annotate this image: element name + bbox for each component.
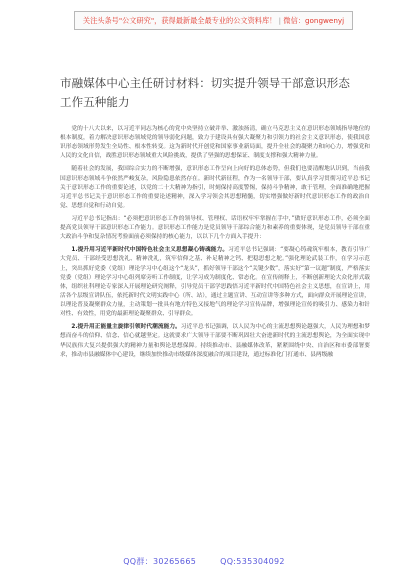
- banner-text: 关注头条号"公文研究"，获得最新最全最专业的公文资料库！: [82, 16, 277, 25]
- paragraph: 随着社会的发展，我国综合实力的不断增强，意识形态工作呈向上向好的总体态势，但我们也要清醒地认识到，当前我国意识形态领域斗争依然严峻复杂，风险隐患依然存在。新时代新征程，作为一名领导干部，要认真学习贯彻习近平总书记关于意识形态工作的重要论述，以党的二十大精神为指引，时刻保持高度警惕，保持斗争精神，敢于管理，全面准确地把握习近平总书记关于意识形态工作的重要论述精神，深入学习领会其思想精髓，切实增强做好新时代意识形态工作的政治自觉、思想自觉和行动自觉。: [60, 166, 370, 210]
- top-banner[interactable]: 关注头条号"公文研究"，获得最新最全最专业的公文资料库！ | 微信：gongwenyj: [74, 11, 353, 30]
- document-body: [60, 125, 370, 364]
- footer-qq-group: QQ群：30265665: [123, 557, 197, 566]
- banner-wechat: 微信：gongwenyj: [283, 16, 345, 25]
- section-heading: 2.提升用正能量主旋律引领时代潮流能力。: [71, 324, 181, 331]
- section-text: 习近平总书记强调，以人民为中心的主流思想舆论越强大，人民为理想和梦想而奋斗的信仰、信念、信心就越坚定。这就要求广大领导干部要不断巩固壮大奋进新时代的主流思想舆论，为全面实现中华民族伟大复兴提供强大的精神力量和舆论思想保障。持续推动市、县融媒体改革，紧紧围绕中央、自治区和市委部署要求，推动市县融媒体中心建设，继续加快推动市级媒体深度融合的项目建设，通过标准化门打通市、县两级融: [60, 324, 371, 358]
- section-paragraph: [60, 246, 370, 319]
- footer: [0, 556, 408, 567]
- footer-qq: QQ:535304092: [220, 557, 285, 566]
- section-text: 习近平总书记强调：“要凝心铸魂筑牢根本，教育引导广大党员、干部经受思想洗礼、精神洗礼，筑牢信仰之基、补足精神之钙、把稳思想之舵。”强化理论武装工作，在学习示范上，突出抓好党委（党组）理论学习中心组这个“龙头”，抓好领导干部这个“关键少数”，落实好“第一议题”制度，严格落实党委（党组）理论学习中心组列席旁听工作制度，让学习成为制度化、常态化。在宣传阐释上，不断创新理论大众化形式载体，组织社科理论专家深入开展理论研究阐释，引导党员干部学思践悟习近平新时代中国特色社会主义思想，在宣讲上，用活各个层级宣讲队伍，依托新时代文明实践中心（所、站），通过主题宣讲、互动宣讲等多种方式，面向群众开展理论宣讲，以理论普及凝聚群众力量，主动策划一批具有地方特色又接地气的理论学习宣传品牌，增强理论宣传的吸引力、感染力和针对性、有效性，用党的最新理论凝聚群众、引导群众。: [60, 247, 370, 318]
- paragraph: 习近平总书记指出：“必须把意识形态工作的领导权、管理权、话语权牢牢掌握在手中，”做好意识形态工作，必须全面提高党员领导干部意识形态工作能力。意识形态工作能力是党员领导干部综合能力和素养的重要体现，是党员领导干部在重大政治斗争和复杂情况考验面前必须保持的核心能力，以以下几个方面入手提升：: [60, 216, 370, 241]
- section-heading: 1.提升用习近平新时代中国特色社会主义思想凝心铸魂能力。: [71, 247, 229, 254]
- section-paragraph: [60, 323, 370, 360]
- document-title: 市融媒体中心主任研讨材料：切实提升领导干部意识形态工作五种能力: [60, 76, 350, 109]
- paragraph: 党的十八大以来，以习近平同志为核心的党中央坚持立破并举、激浊扬清，确立马克思主义在意识形态领域指导地位的根本制度，着力解决意识形态领域党的领导弱化问题，致力于建设具有强大凝聚力和引领力的社会主义意识形态，使我国意识形态领域形势发生全局性、根本性转变。这为新时代开创党和国家事业新局面，提升全社会的凝聚力和向心力，增强党和人民的文化自信，战胜意识形态领域重大风险挑战，提供了坚强的思想保证、制度支撑和强大精神力量。: [60, 126, 370, 160]
